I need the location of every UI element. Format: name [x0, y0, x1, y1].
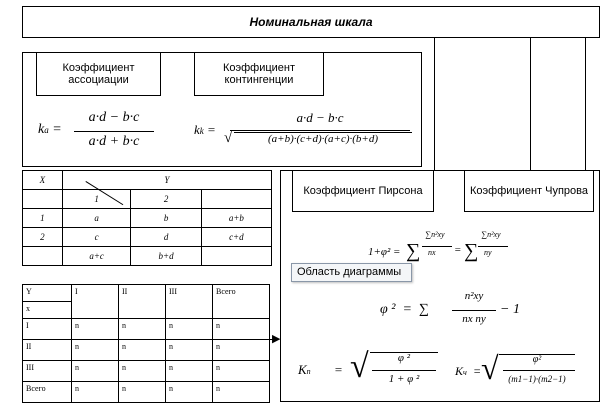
sum-icon: ∑ [406, 240, 421, 262]
table-row [23, 340, 270, 361]
table2-header-col: I [72, 285, 119, 319]
chart-area-tooltip [291, 263, 412, 282]
table-cell: n [166, 361, 213, 382]
kch-denominator: (m1−1)·(m2−1) [508, 374, 566, 384]
pearson-sum-lhs: 1+φ² = [368, 246, 401, 258]
scale-title-box [22, 6, 600, 38]
pearson-sum-den1: nx [428, 248, 436, 257]
phi-tail: − 1 [500, 302, 520, 317]
chuprov-box [464, 170, 594, 212]
table-cell: 1 [62, 190, 131, 209]
table2-header-col: Всего [213, 285, 270, 319]
table-cell: a+c [62, 247, 131, 266]
table-cell: n [72, 361, 119, 382]
contingency-table-3x3 [22, 284, 270, 403]
table-cell: n [213, 382, 270, 403]
table-row [23, 228, 272, 247]
pearson-sum-den2: ny [484, 248, 492, 257]
table-cell: n [72, 340, 119, 361]
table-cell [201, 190, 271, 209]
table-cell: n [166, 319, 213, 340]
contingency-label: Коэффициент контингенции [222, 62, 296, 86]
table-cell: n [166, 382, 213, 403]
table-cell: n [72, 319, 119, 340]
table-cell: I [23, 319, 72, 340]
table-row [23, 247, 272, 266]
kp-formula [298, 348, 448, 396]
table-cell: n [119, 361, 166, 382]
table-cell: a+b [201, 209, 271, 228]
sqrt-icon: √ [481, 350, 499, 386]
table-cell: n [213, 319, 270, 340]
kch-formula [455, 350, 580, 396]
table-cell: n [119, 340, 166, 361]
table-row [23, 209, 272, 228]
kk-formula: kk = a·d − b·c √ (a+b)·(c+d)·(a+c)·(b+d) [194, 110, 416, 154]
scale-title: Номинальная шкала [249, 15, 373, 29]
pearson-label: Коэффициент Пирсона [303, 185, 423, 197]
table-cell: n [72, 382, 119, 403]
tooltip-text: Область диаграммы [297, 266, 402, 278]
kk-denominator: (a+b)·(c+d)·(a+c)·(b+d) [234, 132, 412, 145]
ka-sub: a [44, 125, 49, 135]
ka-numerator: a·d − b·c [88, 110, 140, 125]
table-cell: n [166, 340, 213, 361]
table-cell: Всего [23, 382, 72, 403]
ka-lhs: k [38, 122, 45, 137]
table-cell: d [131, 228, 201, 247]
kk-sub: k [199, 126, 204, 136]
table-cell: III [23, 361, 72, 382]
association-label: Коэффициент ассоциации [62, 62, 135, 86]
kch-lhs: K [455, 364, 464, 378]
association-box [36, 52, 161, 96]
table-cell: c [62, 228, 131, 247]
kp-sub: п [306, 367, 311, 376]
phi-formula [380, 290, 530, 334]
table1-header-y: Y [62, 171, 271, 190]
table-cell [23, 190, 63, 209]
ka-formula: ka = a·d − b·c a·d + b·c [38, 110, 168, 154]
table-cell: n [119, 382, 166, 403]
table-cell: II [23, 340, 72, 361]
table-cell: b [131, 209, 201, 228]
table-cell: n [119, 319, 166, 340]
connector [530, 38, 531, 170]
contingency-table-2x2 [22, 170, 272, 266]
table-cell: n [213, 361, 270, 382]
table-cell: a [62, 209, 131, 228]
sqrt-icon: √ [350, 348, 369, 385]
table-cell: 2 [23, 228, 63, 247]
table2-header-col: II [119, 285, 166, 319]
table2-header-x: x [23, 302, 72, 319]
sum-icon: ∑ [464, 240, 479, 262]
table-cell: n [213, 340, 270, 361]
table-cell: 2 [131, 190, 201, 209]
kk-numerator: a·d − b·c [296, 110, 344, 125]
kch-numerator: φ² [532, 354, 542, 365]
table-cell: b+d [131, 247, 201, 266]
kp-numerator: φ ² [397, 352, 411, 364]
table2-header-col: III [166, 285, 213, 319]
table-cell [23, 247, 63, 266]
kch-eq: = [473, 364, 482, 378]
pearson-sum-formula: 1+φ² = ∑ ∑n²xy nx = ∑ ∑n²xy ny [368, 228, 518, 276]
table1-header-x: X [23, 171, 63, 190]
kk-lhs: k [194, 122, 200, 137]
connector [434, 38, 435, 170]
table-cell [201, 247, 271, 266]
arrow-head-icon: ▶ [272, 333, 281, 345]
pearson-box [292, 170, 434, 212]
connector [585, 38, 586, 188]
table-row [23, 382, 270, 403]
table-row [23, 319, 270, 340]
phi-numerator: n²xy [464, 290, 484, 302]
sqrt-icon: √ [224, 130, 233, 146]
ka-fraction-bar [74, 131, 154, 132]
table-cell: c+d [201, 228, 271, 247]
phi-denominator: nx ny [462, 313, 486, 325]
phi-lhs: φ ² = ∑ [380, 302, 429, 317]
kp-eq: = [334, 362, 343, 377]
chuprov-label: Коэффициент Чупрова [470, 185, 588, 197]
kp-denominator: 1 + φ ² [388, 373, 420, 385]
contingency-box [194, 52, 324, 96]
table-row [23, 361, 270, 382]
kk-fraction-bar [230, 130, 410, 131]
kch-sub: ч [463, 368, 467, 377]
ka-denominator: a·d + b·c [88, 134, 140, 149]
table2-header-y: Y [23, 285, 72, 302]
kp-lhs: K [298, 362, 307, 377]
table-cell: 1 [23, 209, 63, 228]
